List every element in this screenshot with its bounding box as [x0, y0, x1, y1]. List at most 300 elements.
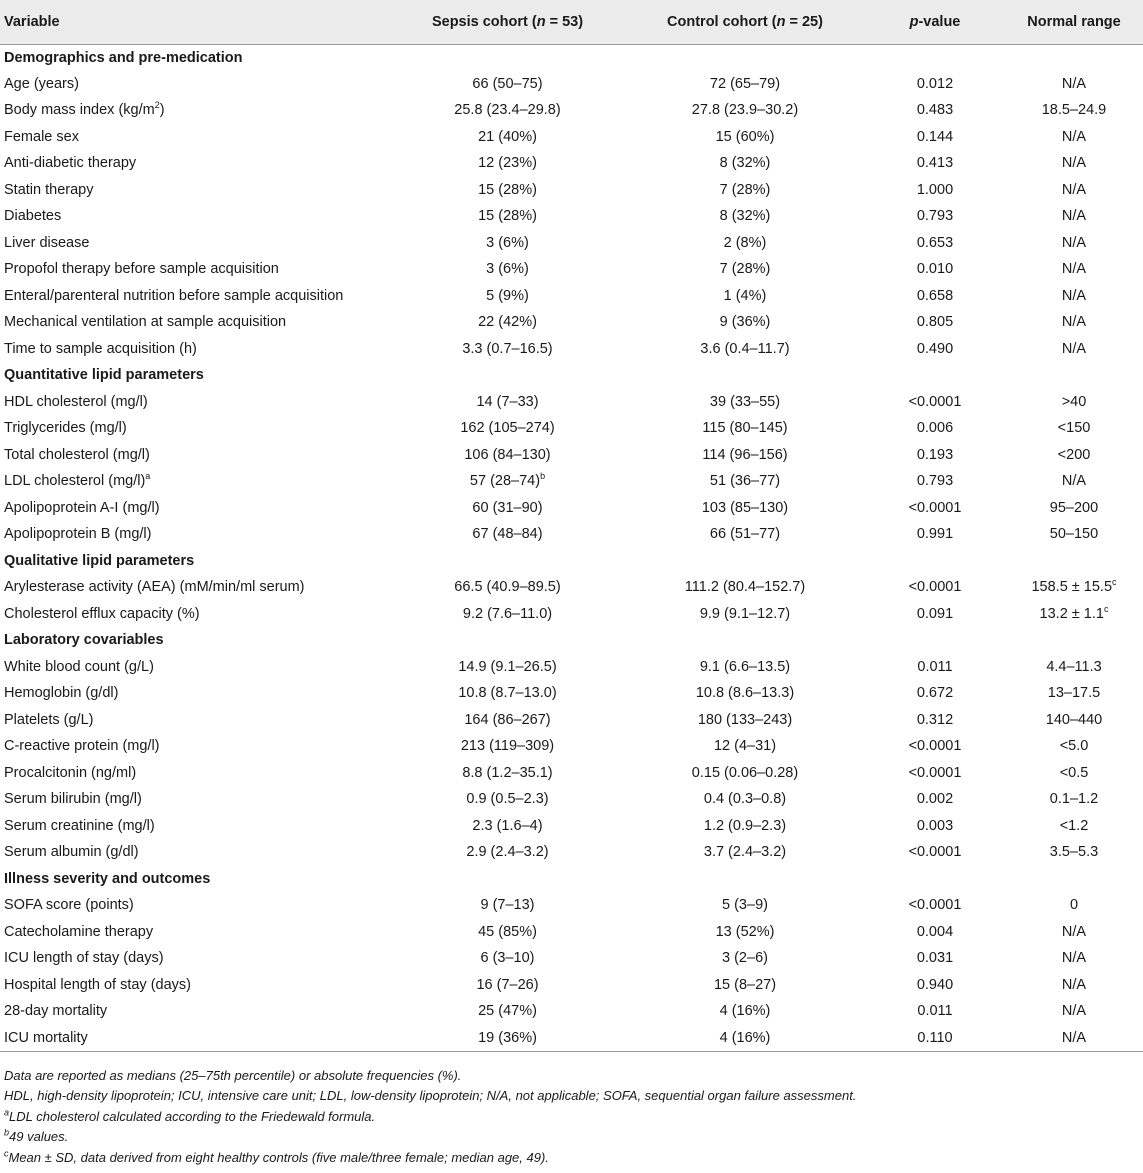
p-value-cell: <0.0001 — [908, 393, 962, 410]
variable-cell — [0, 998, 390, 1025]
sepsis-value-cell — [390, 760, 625, 787]
sepsis-value: 9.2 (7.6–11.0) — [462, 605, 553, 622]
sepsis-value: 6 (3–10) — [480, 950, 535, 967]
table-row — [0, 203, 1143, 230]
normal-range-cell — [1005, 309, 1143, 336]
sepsis-value: 19 (36%) — [478, 1029, 537, 1046]
control-value-cell: 114 (96–156) — [702, 446, 788, 463]
footnote-text: Data are reported as medians (25–75th percentile) or absolute frequencies (%). — [4, 1067, 462, 1083]
header-variable: Variable — [0, 0, 390, 44]
table-row — [0, 707, 1143, 734]
table-row — [0, 415, 1143, 442]
variable-label: HDL cholesterol (mg/l) — [4, 393, 148, 410]
variable-cell — [0, 71, 390, 98]
header-sepsis-cohort: Sepsis cohort (n = 53) — [390, 0, 625, 44]
table-row — [0, 468, 1143, 495]
p-value-cell: 0.011 — [917, 658, 953, 675]
sepsis-value: 162 (105–274) — [460, 420, 555, 437]
p-value-cell: <0.0001 — [908, 499, 962, 516]
sepsis-value: 3 (6%) — [486, 234, 529, 251]
variable-label: Platelets (g/L) — [4, 711, 94, 728]
normal-range-value: N/A — [1061, 976, 1087, 993]
variable-cell — [0, 203, 390, 230]
table-row — [0, 150, 1143, 177]
normal-range-value: N/A — [1061, 155, 1087, 172]
normal-range-value: N/A — [1061, 1003, 1087, 1020]
sepsis-value: 45 (85%) — [478, 923, 537, 940]
normal-range-value: 140–440 — [1045, 711, 1103, 728]
footnote-mark: b — [4, 1127, 10, 1138]
p-value-cell: 0.003 — [916, 817, 954, 834]
sepsis-value: 8.8 (1.2–35.1) — [462, 764, 553, 781]
sepsis-value-cell — [390, 442, 625, 469]
control-value-cell: 115 (80–145) — [702, 420, 788, 437]
sepsis-value-cell — [390, 601, 625, 628]
sepsis-value-cell — [390, 521, 625, 548]
control-value-cell: 8 (32%) — [719, 208, 771, 225]
normal-range-cell — [1005, 230, 1143, 257]
variable-cell — [0, 654, 390, 681]
normal-range-value: <150 — [1057, 420, 1091, 437]
p-value-cell: <0.0001 — [908, 764, 962, 781]
p-value-cell: 0.006 — [916, 420, 954, 437]
variable-cell — [0, 97, 390, 124]
variable-cell — [0, 945, 390, 972]
variable-label: Serum bilirubin (mg/l) — [4, 791, 142, 808]
sepsis-value-cell — [390, 230, 625, 257]
variable-label: LDL cholesterol (mg/l) — [4, 473, 146, 490]
variable-cell — [0, 972, 390, 999]
sepsis-value-cell — [390, 919, 625, 946]
normal-range-cell — [1005, 283, 1143, 310]
variable-label: Diabetes — [4, 208, 62, 225]
section-header-row — [0, 627, 1143, 654]
section-title: Demographics and pre-medication — [4, 49, 243, 66]
footnote-mark: c — [4, 1148, 9, 1159]
table-footnotes — [0, 1052, 1143, 1169]
section-header-row — [0, 362, 1143, 389]
variable-label: SOFA score (points) — [4, 897, 134, 914]
sepsis-value: 16 (7–26) — [476, 976, 539, 993]
p-value-cell: 0.483 — [916, 102, 954, 119]
table-row — [0, 256, 1143, 283]
normal-range-cell — [1005, 203, 1143, 230]
sepsis-value: 9 (7–13) — [480, 897, 535, 914]
control-value-cell: 13 (52%) — [715, 923, 775, 940]
table-body — [0, 44, 1143, 1051]
variable-label: ICU length of stay (days) — [4, 950, 164, 967]
p-value-cell: 0.940 — [916, 976, 954, 993]
p-value-cell: 0.012 — [916, 75, 954, 92]
p-value-cell: 0.010 — [916, 261, 954, 278]
normal-range-value: 13–17.5 — [1047, 685, 1101, 702]
variable-label: Age (years) — [4, 75, 79, 92]
header-control-cohort: Control cohort (n = 25) — [625, 0, 865, 44]
variable-label: Enteral/parenteral nutrition before sample acquisition — [4, 287, 344, 304]
sepsis-value-cell — [390, 733, 625, 760]
variable-cell — [0, 256, 390, 283]
normal-range-cell — [1005, 415, 1143, 442]
control-value-cell: 2 (8%) — [723, 234, 767, 251]
sepsis-value: 60 (31–90) — [472, 499, 543, 516]
variable-cell — [0, 733, 390, 760]
normal-range-value: 0.1–1.2 — [1049, 791, 1099, 808]
normal-range-cell — [1005, 654, 1143, 681]
control-value-cell: 1 (4%) — [723, 287, 767, 304]
section-header-row — [0, 548, 1143, 575]
section-title: Illness severity and outcomes — [4, 870, 211, 887]
control-value-cell: 15 (8–27) — [713, 976, 777, 993]
control-value-cell: 3.6 (0.4–11.7) — [700, 340, 790, 357]
normal-range-cell — [1005, 150, 1143, 177]
sepsis-value-cell — [390, 124, 625, 151]
normal-range-value: <1.2 — [1059, 817, 1089, 834]
table-row — [0, 442, 1143, 469]
table-row — [0, 945, 1143, 972]
sepsis-value-cell — [390, 468, 625, 495]
normal-range-value: N/A — [1061, 128, 1087, 145]
normal-range-value: N/A — [1061, 208, 1087, 225]
variable-label: Hemoglobin (g/dl) — [4, 685, 119, 702]
normal-range-superscript: c — [1103, 603, 1109, 614]
variable-superscript: 2 — [154, 100, 160, 111]
normal-range-cell — [1005, 919, 1143, 946]
table-row — [0, 839, 1143, 866]
header-row — [0, 0, 1143, 44]
table-row — [0, 574, 1143, 601]
normal-range-superscript: c — [1112, 577, 1117, 588]
table-row — [0, 654, 1143, 681]
footnote-text: 49 values. — [9, 1129, 69, 1144]
control-value-cell: 4 (16%) — [719, 1003, 771, 1020]
variable-label: 28-day mortality — [4, 1003, 108, 1020]
variable-cell — [0, 150, 390, 177]
footnote-text: Mean ± SD, data derived from eight healthy controls (five male/three female; median age, 49). — [8, 1149, 549, 1165]
variable-cell — [0, 760, 390, 787]
footnote — [4, 1127, 1139, 1148]
control-value-cell: 0.15 (0.06–0.28) — [691, 764, 799, 781]
p-value-cell: 0.490 — [916, 340, 954, 357]
normal-range-value: 158.5 ± 15.5 — [1031, 579, 1113, 596]
sepsis-value: 2.9 (2.4–3.2) — [466, 844, 549, 861]
p-value-cell: 0.793 — [916, 208, 954, 225]
sepsis-value: 10.8 (8.7–13.0) — [458, 685, 557, 702]
sepsis-value: 66 (50–75) — [472, 75, 543, 92]
sepsis-value-cell — [390, 71, 625, 98]
normal-range-value: N/A — [1061, 234, 1087, 251]
sepsis-value-cell — [390, 415, 625, 442]
section-header-row — [0, 44, 1143, 71]
variable-cell — [0, 707, 390, 734]
sepsis-value-cell — [390, 177, 625, 204]
sepsis-value-cell — [390, 283, 625, 310]
sepsis-value: 213 (119–309) — [460, 738, 555, 755]
variable-label: Liver disease — [4, 234, 90, 251]
footnote-text: HDL, high-density lipoprotein; ICU, intensive care unit; LDL, low-density lipoprotein; N/A, not applicable; SOFA, sequential organ failure assessment. — [4, 1088, 857, 1103]
normal-range-cell — [1005, 945, 1143, 972]
normal-range-cell — [1005, 389, 1143, 416]
sepsis-value: 22 (42%) — [478, 314, 537, 331]
p-value-cell: 0.031 — [916, 950, 954, 967]
variable-cell — [0, 574, 390, 601]
sepsis-value: 57 (28–74) — [469, 473, 541, 490]
normal-range-value: 0 — [1069, 897, 1079, 914]
p-value-cell: <0.0001 — [908, 844, 962, 861]
table-row — [0, 680, 1143, 707]
normal-range-cell — [1005, 786, 1143, 813]
variable-label: Cholesterol efflux capacity (%) — [4, 605, 200, 622]
p-value-cell: 0.004 — [916, 923, 954, 940]
sepsis-value-cell — [390, 256, 625, 283]
sepsis-value-cell — [390, 680, 625, 707]
normal-range-cell — [1005, 760, 1143, 787]
p-value-cell: 0.658 — [916, 287, 954, 304]
normal-range-value: 4.4–11.3 — [1046, 658, 1102, 675]
variable-cell — [0, 177, 390, 204]
variable-cell — [0, 442, 390, 469]
variable-label: Body mass index (kg/m — [4, 102, 155, 119]
sepsis-value: 66.5 (40.9–89.5) — [454, 579, 561, 596]
variable-label: C-reactive protein (mg/l) — [4, 738, 160, 755]
footnote-text: LDL cholesterol calculated according to the Friedewald formula. — [9, 1108, 376, 1124]
normal-range-cell — [1005, 336, 1143, 363]
normal-range-value: 3.5–5.3 — [1049, 844, 1099, 861]
normal-range-value: 50–150 — [1049, 526, 1099, 543]
normal-range-value: N/A — [1061, 950, 1087, 967]
sepsis-value: 3.3 (0.7–16.5) — [462, 340, 553, 357]
sepsis-value-cell — [390, 495, 625, 522]
normal-range-cell — [1005, 71, 1143, 98]
sepsis-value-cell — [390, 786, 625, 813]
control-value-cell: 39 (33–55) — [709, 393, 781, 410]
footnote — [4, 1107, 1139, 1128]
variable-cell — [0, 336, 390, 363]
normal-range-value: N/A — [1061, 314, 1087, 331]
footnote — [4, 1086, 1139, 1107]
normal-range-cell — [1005, 97, 1143, 124]
table-row — [0, 177, 1143, 204]
control-value-cell: 7 (28%) — [719, 261, 771, 278]
table-row — [0, 760, 1143, 787]
sepsis-value: 0.9 (0.5–2.3) — [466, 791, 549, 808]
control-value-cell: 1.2 (0.9–2.3) — [703, 817, 787, 834]
variable-label: Apolipoprotein B (mg/l) — [4, 526, 152, 543]
variable-cell — [0, 1025, 390, 1052]
section-header-row — [0, 866, 1143, 893]
variable-cell — [0, 786, 390, 813]
normal-range-value: 13.2 ± 1.1 — [1039, 605, 1104, 622]
sepsis-value-cell — [390, 654, 625, 681]
footnote-mark: a — [4, 1107, 10, 1118]
p-value-cell: 0.110 — [865, 1025, 1005, 1052]
sepsis-value-cell — [390, 998, 625, 1025]
section-title: Laboratory covariables — [4, 632, 164, 649]
sepsis-value: 12 (23%) — [478, 155, 537, 172]
table-row — [0, 733, 1143, 760]
sepsis-value: 14.9 (9.1–26.5) — [458, 658, 557, 675]
variable-label: Hospital length of stay (days) — [4, 976, 191, 993]
sepsis-value-cell — [390, 97, 625, 124]
variable-cell — [0, 839, 390, 866]
normal-range-value: <0.5 — [1059, 764, 1089, 781]
variable-label: Procalcitonin (ng/ml) — [4, 764, 137, 781]
table-row — [0, 97, 1143, 124]
control-value-cell: 9.9 (9.1–12.7) — [699, 605, 791, 622]
normal-range-cell — [1005, 124, 1143, 151]
variable-label: Triglycerides (mg/l) — [4, 420, 127, 437]
normal-range-cell — [1005, 442, 1143, 469]
p-value-cell: 0.312 — [916, 711, 954, 728]
p-value-cell: 0.011 — [917, 1003, 953, 1020]
table-row — [0, 813, 1143, 840]
normal-range-value: N/A — [1061, 340, 1087, 357]
header-normal-range: Normal range — [1005, 0, 1143, 44]
table-row — [0, 521, 1143, 548]
normal-range-cell — [1005, 892, 1143, 919]
normal-range-value: N/A — [1061, 181, 1087, 198]
sepsis-value-cell — [390, 336, 625, 363]
normal-range-value: N/A — [1061, 287, 1087, 304]
control-value-cell: 8 (32%) — [719, 155, 771, 172]
table-row — [0, 389, 1143, 416]
variable-cell — [0, 919, 390, 946]
sepsis-value-cell — [390, 972, 625, 999]
footnote — [4, 1066, 1139, 1087]
table-row — [0, 919, 1143, 946]
table-row — [0, 283, 1143, 310]
table-row — [0, 601, 1143, 628]
normal-range-cell — [1005, 839, 1143, 866]
normal-range-cell — [1005, 468, 1143, 495]
p-value-cell: <0.0001 — [908, 579, 962, 596]
variable-cell — [0, 309, 390, 336]
control-value-cell: 0.4 (0.3–0.8) — [703, 791, 787, 808]
variable-cell — [0, 601, 390, 628]
control-value-cell: 9.1 (6.6–13.5) — [699, 658, 791, 675]
table-row — [0, 309, 1143, 336]
p-value-cell: 0.991 — [916, 526, 954, 543]
normal-range-cell — [1005, 680, 1143, 707]
control-value-cell: 111.2 (80.4–152.7) — [684, 579, 806, 596]
table-row — [0, 1025, 1143, 1052]
control-value-cell: 4 (16%) — [625, 1025, 865, 1052]
p-value-cell: 0.793 — [916, 473, 954, 490]
section-title: Quantitative lipid parameters — [4, 367, 204, 384]
sepsis-value: 3 (6%) — [486, 261, 529, 278]
variable-label: Serum albumin (g/dl) — [4, 844, 139, 861]
p-value-cell: 0.002 — [916, 791, 954, 808]
sepsis-value: 15 (28%) — [478, 208, 537, 225]
section-title: Qualitative lipid parameters — [4, 552, 195, 569]
sepsis-value-cell — [390, 1025, 625, 1052]
control-value-cell: 66 (51–77) — [709, 526, 781, 543]
variable-cell — [0, 230, 390, 257]
control-value-cell: 15 (60%) — [715, 128, 775, 145]
control-value-cell: 72 (65–79) — [709, 75, 781, 92]
normal-range-value: 95–200 — [1049, 499, 1099, 516]
variable-cell — [0, 468, 390, 495]
control-value-cell: 7 (28%) — [719, 181, 771, 198]
control-value-cell: 5 (3–9) — [722, 897, 768, 914]
variable-label: ICU mortality — [4, 1029, 88, 1046]
sepsis-value: 164 (86–267) — [464, 711, 551, 728]
p-value-cell: <0.0001 — [908, 897, 962, 914]
variable-label: Time to sample acquisition (h) — [4, 340, 197, 357]
table-row — [0, 230, 1143, 257]
variable-cell — [0, 521, 390, 548]
footnote — [4, 1148, 1139, 1169]
control-value-cell: 3 (2–6) — [722, 950, 768, 967]
variable-superscript: a — [145, 471, 151, 482]
variable-label: White blood count (g/L) — [4, 658, 154, 675]
table-row — [0, 786, 1143, 813]
variable-cell — [0, 892, 390, 919]
normal-range-cell — [1005, 972, 1143, 999]
sepsis-value-cell — [390, 945, 625, 972]
sepsis-value: 21 (40%) — [478, 128, 537, 145]
normal-range-cell — [1005, 495, 1143, 522]
normal-range-cell — [1005, 1025, 1143, 1052]
control-value-cell: 180 (133–243) — [697, 711, 793, 728]
p-value-cell: 0.653 — [916, 234, 954, 251]
sepsis-value-cell — [390, 150, 625, 177]
normal-range-cell — [1005, 707, 1143, 734]
variable-label: Propofol therapy before sample acquisition — [4, 261, 279, 278]
control-value-cell: 10.8 (8.6–13.3) — [695, 685, 795, 702]
table-row — [0, 892, 1143, 919]
p-value-cell: 0.091 — [916, 605, 954, 622]
variable-label-end: ) — [159, 102, 165, 119]
normal-range-value: N/A — [1061, 75, 1087, 92]
normal-range-value: >40 — [1061, 393, 1087, 410]
sepsis-value-cell — [390, 813, 625, 840]
normal-range-cell — [1005, 998, 1143, 1025]
sepsis-value: 67 (48–84) — [472, 526, 543, 543]
normal-range-cell — [1005, 574, 1143, 601]
sepsis-value: 5 (9%) — [486, 287, 529, 304]
sepsis-value: 25.8 (23.4–29.8) — [454, 102, 561, 119]
sepsis-superscript: b — [540, 471, 546, 482]
normal-range-value: N/A — [1061, 923, 1087, 940]
control-value-cell: 51 (36–77) — [709, 473, 781, 490]
control-value-cell: 27.8 (23.9–30.2) — [691, 102, 799, 119]
variable-cell — [0, 283, 390, 310]
sepsis-value-cell — [390, 389, 625, 416]
control-value-cell: 9 (36%) — [719, 314, 771, 331]
p-value-cell: 0.144 — [916, 128, 954, 145]
normal-range-cell — [1005, 601, 1143, 628]
p-value-cell: 0.805 — [916, 314, 954, 331]
variable-cell — [0, 415, 390, 442]
variable-cell — [0, 495, 390, 522]
normal-range-cell — [1005, 733, 1143, 760]
sepsis-value-cell — [390, 203, 625, 230]
variable-cell — [0, 124, 390, 151]
variable-label: Total cholesterol (mg/l) — [4, 446, 150, 463]
p-value-cell: 0.193 — [916, 446, 954, 463]
table-row — [0, 972, 1143, 999]
control-value-cell: 3.7 (2.4–3.2) — [703, 844, 787, 861]
table-row — [0, 998, 1143, 1025]
normal-range-value: <200 — [1057, 446, 1091, 463]
variable-cell — [0, 389, 390, 416]
variable-label: Anti-diabetic therapy — [4, 155, 137, 172]
sepsis-value: 25 (47%) — [478, 1003, 537, 1020]
normal-range-value: <5.0 — [1059, 738, 1089, 755]
variable-label: Serum creatinine (mg/l) — [4, 817, 155, 834]
sepsis-value: 2.3 (1.6–4) — [472, 817, 543, 834]
control-value-cell: 12 (4–31) — [713, 738, 777, 755]
